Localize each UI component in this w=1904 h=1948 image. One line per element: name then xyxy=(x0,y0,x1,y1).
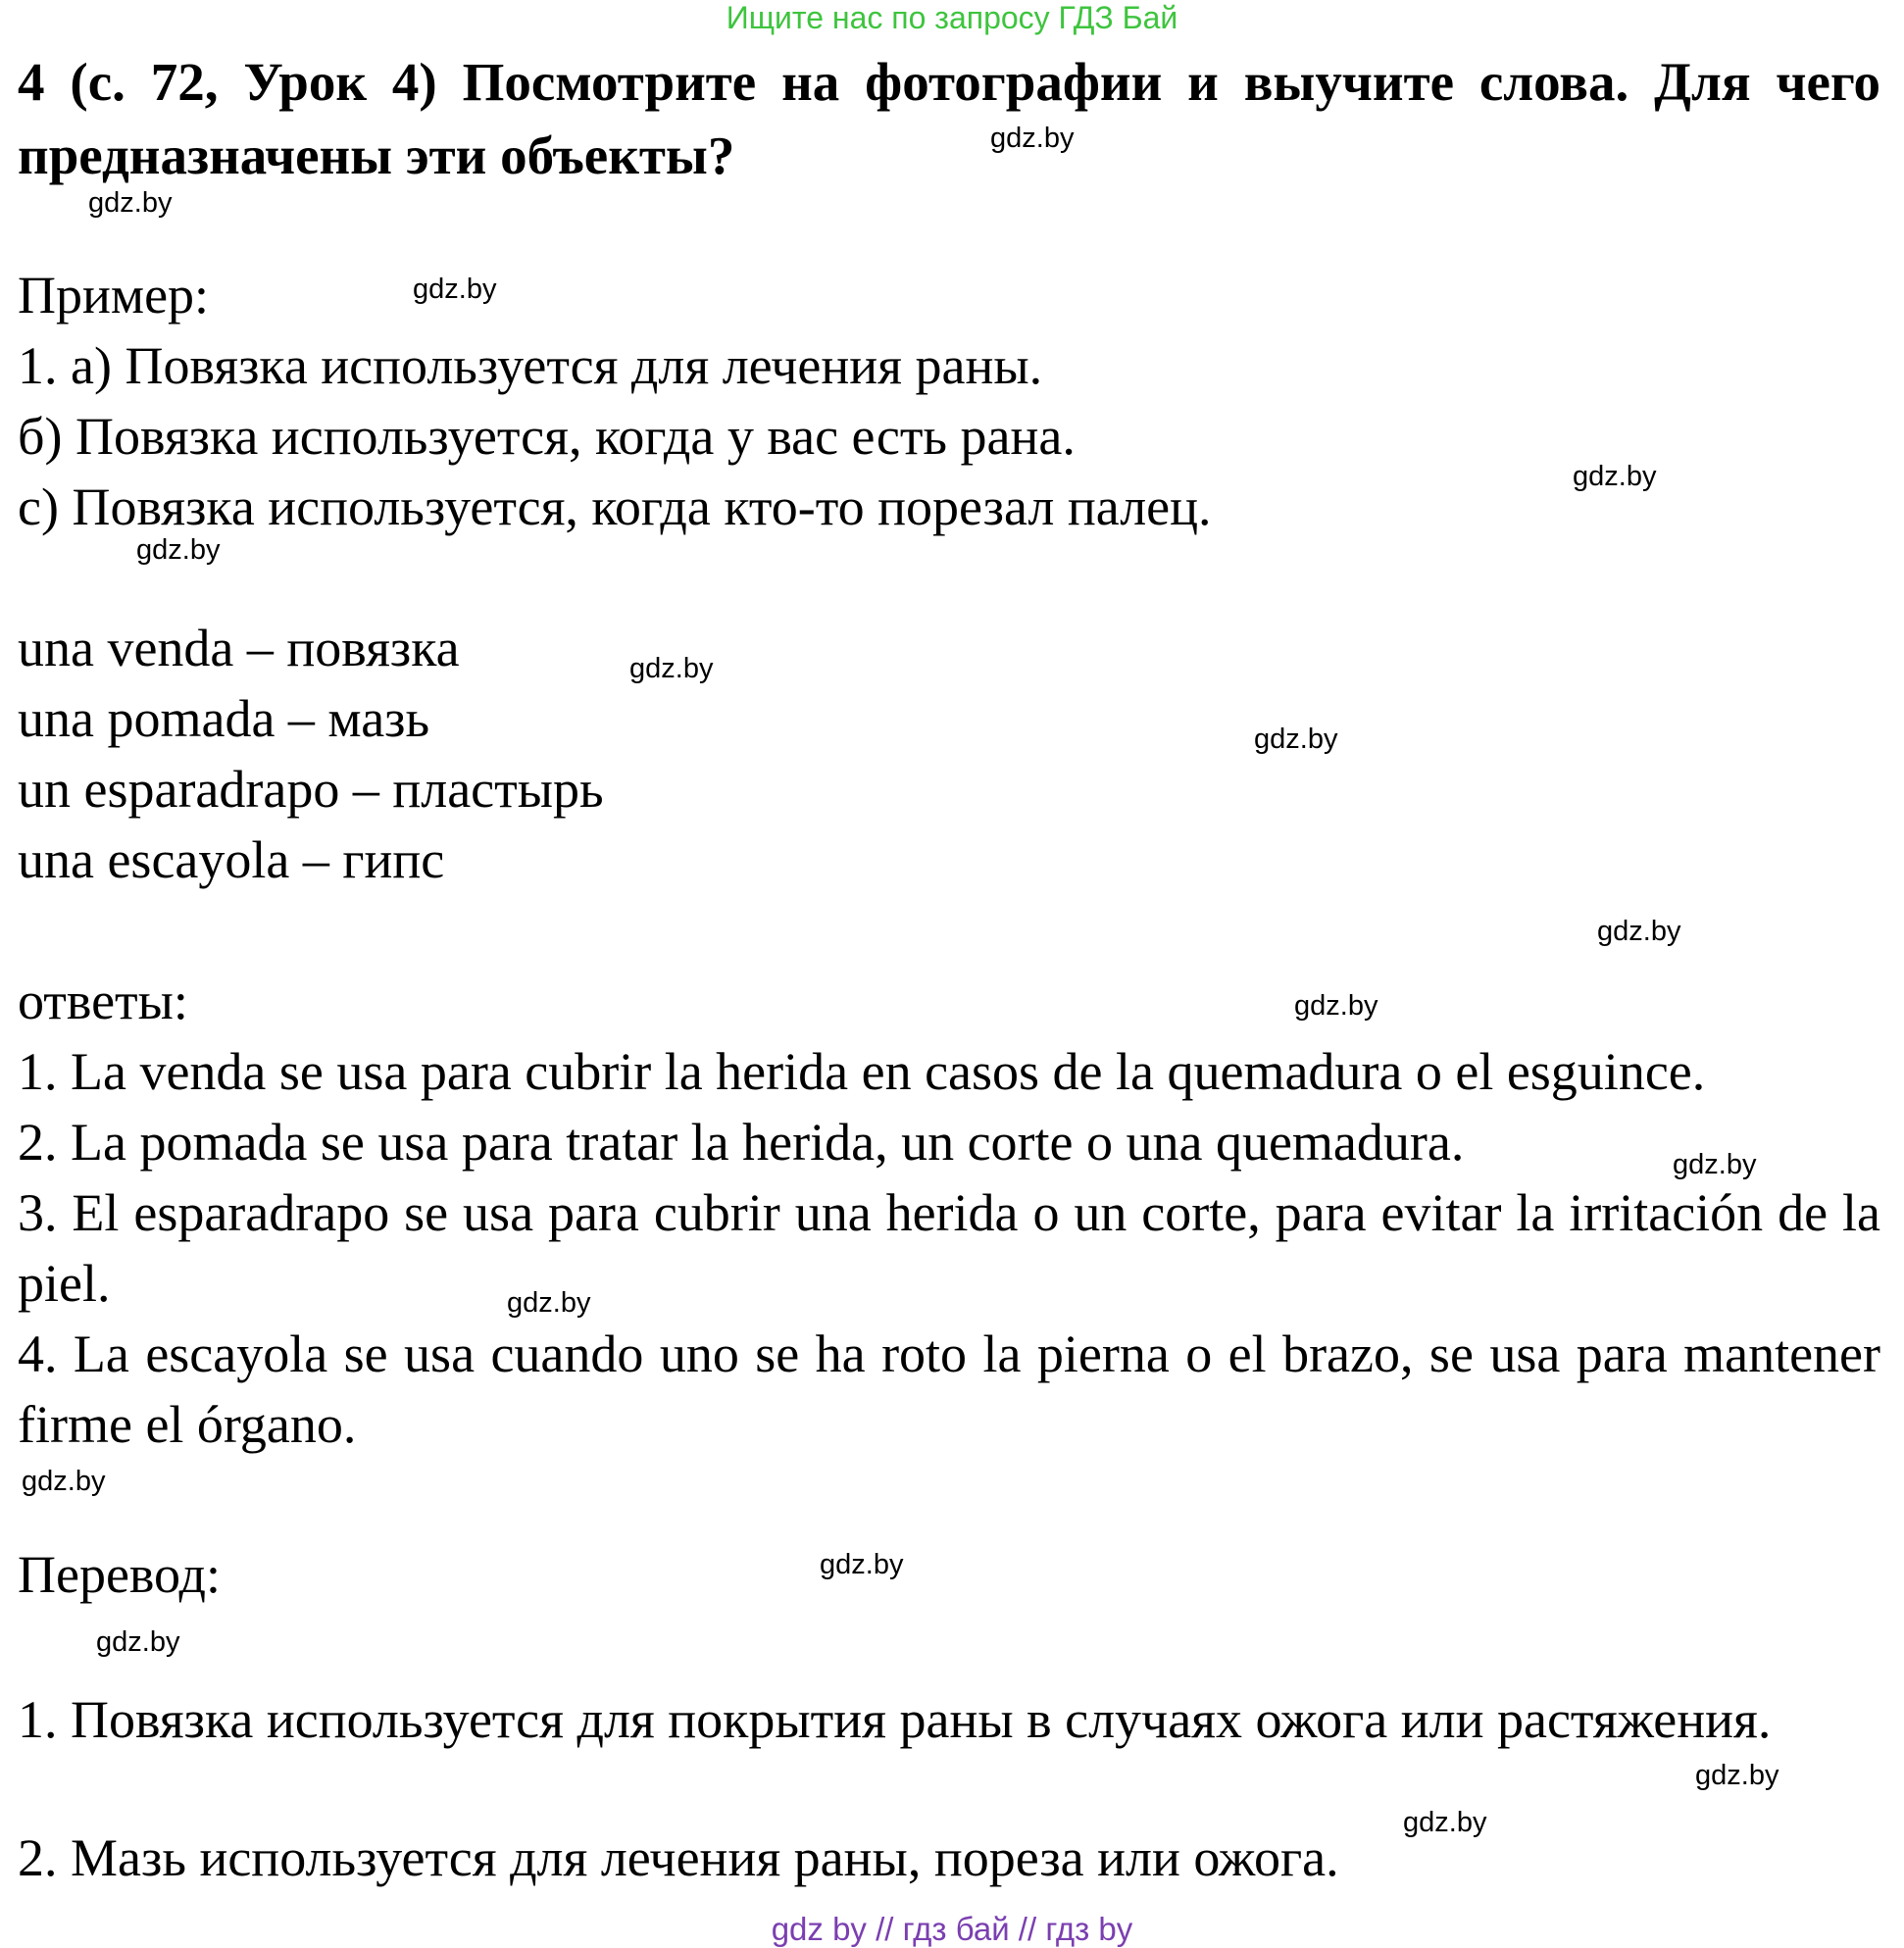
example-line: с) Повязка используется, когда кто-то порезал палец. xyxy=(18,477,1212,536)
vocab-item-escayola: una escayola – гипс xyxy=(18,830,445,889)
answer-item: 3. El esparadrapo se usa para cubrir una herida o un corte, para evitar la irritación de la piel. xyxy=(18,1183,1880,1313)
watermark: gdz.by xyxy=(1254,724,1338,755)
footer-links: gdz by // гдз бай // гдз by xyxy=(771,1911,1133,1947)
translation-item: 2. Мазь используется для лечения раны, пореза или ожога. xyxy=(18,1828,1339,1887)
watermark: gdz.by xyxy=(1673,1149,1757,1180)
watermark: gdz.by xyxy=(1403,1807,1487,1838)
watermark: gdz.by xyxy=(96,1626,180,1658)
watermark: gdz.by xyxy=(990,123,1075,154)
vocab-item-pomada: una pomada – мазь xyxy=(18,689,430,748)
watermark: gdz.by xyxy=(1294,990,1378,1022)
watermark: gdz.by xyxy=(1597,916,1681,947)
watermark: gdz.by xyxy=(413,274,497,305)
watermark: gdz.by xyxy=(507,1287,591,1319)
page-title: 4 (с. 72, Урок 4) Посмотрите на фотографии и выучите слова. Для чего предназначены эти объекты? xyxy=(18,52,1880,185)
watermark: gdz.by xyxy=(136,534,221,566)
watermark: gdz.by xyxy=(88,187,173,219)
watermark: gdz.by xyxy=(1573,461,1657,492)
watermark: gdz.by xyxy=(1695,1760,1779,1791)
answers-heading: ответы: xyxy=(18,972,188,1030)
watermark: gdz.by xyxy=(820,1549,904,1580)
example-heading: Пример: xyxy=(18,266,210,325)
answer-item: 4. La escayola se usa cuando uno se ha roto la pierna o el brazo, se usa para mantener firme el órgano. xyxy=(18,1324,1880,1454)
example-line: 1. а) Повязка используется для лечения раны. xyxy=(18,336,1043,395)
translation-heading: Перевод: xyxy=(18,1545,221,1604)
example-line: б) Повязка используется, когда у вас есть рана. xyxy=(18,407,1076,466)
watermark: gdz.by xyxy=(22,1466,106,1497)
translation-item: 1. Повязка используется для покрытия раны в случаях ожога или растяжения. xyxy=(18,1690,1772,1749)
answer-item: 1. La venda se usa para cubrir la herida en casos de la quemadura o el esguince. xyxy=(18,1042,1706,1101)
search-banner: Ищите нас по запросу ГДЗ Бай xyxy=(726,0,1178,35)
vocab-item-esparadrapo: un esparadrapo – пластырь xyxy=(18,760,604,819)
answer-item: 2. La pomada se usa para tratar la herida, un corte o una quemadura. xyxy=(18,1113,1465,1172)
vocab-item-venda: una venda – повязка xyxy=(18,619,460,677)
watermark: gdz.by xyxy=(629,653,714,684)
